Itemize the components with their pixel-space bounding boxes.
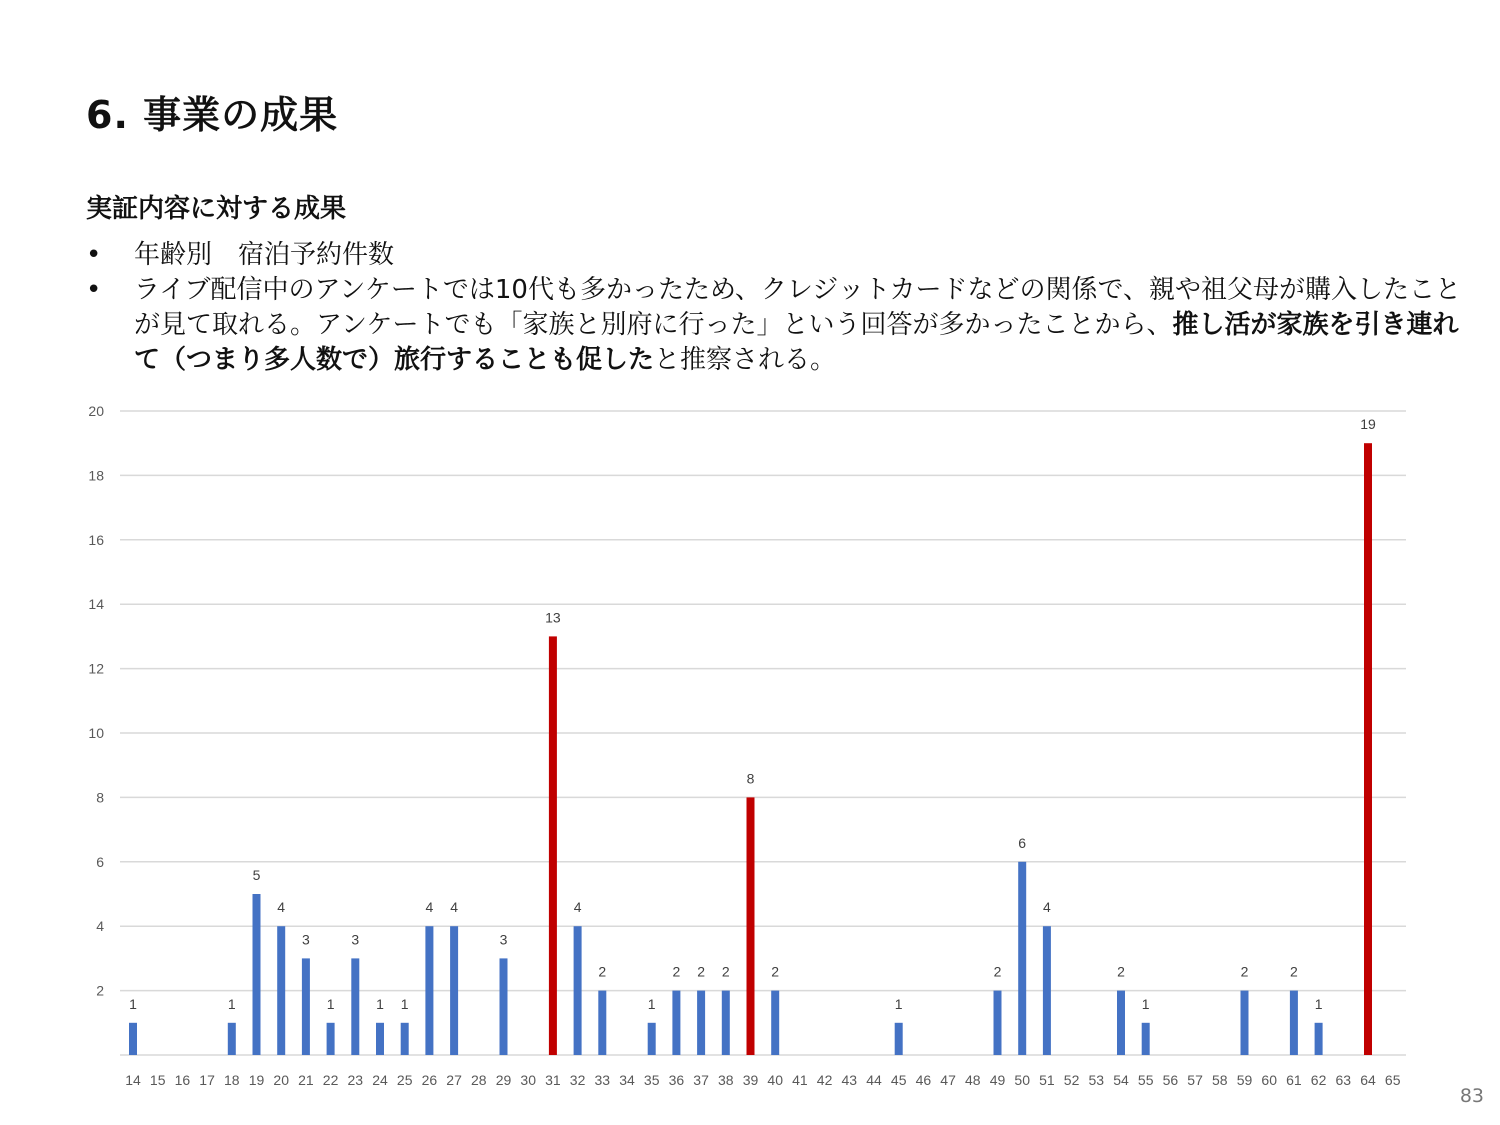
x-tick-label: 34: [619, 1072, 635, 1088]
data-label: 4: [1043, 899, 1051, 916]
data-label: 4: [450, 899, 458, 916]
y-tick-label: 8: [96, 789, 104, 806]
data-label: 2: [1117, 963, 1125, 980]
data-label: 3: [351, 931, 360, 948]
bar-age-51: [1043, 926, 1051, 1055]
bar-age-40: [771, 991, 779, 1055]
bar-age-54: [1117, 991, 1125, 1055]
bar-age-18: [228, 1023, 236, 1055]
x-tick-label: 50: [1014, 1072, 1030, 1088]
bar-age-35: [648, 1023, 656, 1055]
x-tick-label: 39: [742, 1072, 759, 1088]
data-label: 1: [1141, 995, 1150, 1012]
x-tick-label: 17: [199, 1072, 215, 1088]
bullet-dot: •: [86, 275, 102, 305]
y-tick-label: 4: [96, 918, 104, 935]
bar-age-39: [747, 797, 755, 1055]
data-label: 1: [647, 995, 656, 1012]
x-tick-label: 61: [1286, 1072, 1302, 1088]
x-tick-label: 23: [347, 1072, 364, 1088]
x-tick-label: 22: [322, 1072, 339, 1088]
data-label: 1: [326, 995, 335, 1012]
data-label: 19: [1360, 416, 1376, 433]
y-tick-label: 18: [88, 467, 104, 484]
bullet-item-age: [86, 238, 1466, 273]
data-label: 2: [1240, 963, 1249, 980]
bar-age-14: [129, 1023, 137, 1055]
y-tick-label: 12: [88, 660, 104, 677]
data-label: 2: [1290, 963, 1298, 980]
data-label: 1: [1314, 995, 1323, 1012]
bar-age-25: [401, 1023, 409, 1055]
x-tick-label: 15: [149, 1072, 166, 1088]
bar-age-59: [1241, 991, 1249, 1055]
data-label: 5: [252, 867, 261, 883]
bar-age-33: [598, 991, 606, 1055]
bullet-text-plain-end: と推察される。: [654, 345, 837, 375]
bar-age-62: [1315, 1023, 1323, 1055]
data-label: 6: [1018, 834, 1027, 851]
data-label: 2: [721, 963, 730, 980]
data-label: 1: [227, 995, 236, 1012]
x-tick-label: 49: [989, 1072, 1006, 1088]
x-tick-label: 59: [1236, 1072, 1253, 1088]
bar-age-45: [895, 1023, 903, 1055]
x-tick-label: 46: [915, 1072, 932, 1088]
x-tick-label: 56: [1162, 1072, 1179, 1088]
x-tick-label: 28: [471, 1072, 487, 1088]
x-tick-label: 19: [248, 1072, 265, 1088]
data-label: 4: [425, 899, 434, 916]
x-tick-label: 45: [890, 1072, 907, 1088]
bar-age-20: [277, 926, 285, 1055]
section-subtitle: 実証内容に対する成果: [86, 194, 347, 224]
x-tick-label: 24: [372, 1072, 388, 1088]
x-tick-label: 47: [940, 1072, 956, 1088]
bar-age-29: [500, 958, 508, 1055]
y-tick-label: 6: [96, 853, 104, 870]
x-tick-label: 18: [224, 1072, 240, 1088]
x-tick-label: 33: [594, 1072, 611, 1088]
x-tick-label: 30: [520, 1072, 536, 1088]
x-tick-label: 57: [1187, 1072, 1203, 1088]
x-tick-label: 58: [1212, 1072, 1228, 1088]
age-bar-chart: [0, 395, 1500, 1095]
data-label: 2: [598, 963, 607, 980]
bar-age-55: [1142, 1023, 1150, 1055]
bullet-item-analysis: [86, 273, 1466, 378]
x-tick-label: 26: [421, 1072, 438, 1088]
y-tick-label: 16: [88, 531, 104, 548]
data-label: 1: [400, 995, 409, 1012]
x-tick-label: 51: [1039, 1072, 1055, 1088]
x-tick-label: 40: [767, 1072, 783, 1088]
data-label: 1: [129, 995, 137, 1012]
bar-age-38: [722, 991, 730, 1055]
data-label: 2: [697, 963, 705, 980]
data-label: 1: [894, 995, 903, 1012]
x-tick-label: 20: [273, 1072, 289, 1088]
x-tick-label: 48: [965, 1072, 981, 1088]
x-tick-label: 44: [866, 1072, 882, 1088]
data-label: 4: [277, 899, 286, 916]
x-tick-label: 64: [1360, 1072, 1376, 1088]
bar-age-21: [302, 958, 310, 1055]
bar-age-26: [425, 926, 433, 1055]
bar-age-32: [574, 926, 582, 1055]
y-tick-label: 10: [88, 725, 104, 741]
bullet-dot: •: [86, 240, 102, 270]
page-number: 83: [1459, 1085, 1484, 1107]
bar-age-37: [697, 991, 705, 1055]
bar-age-27: [450, 926, 458, 1055]
bar-age-23: [351, 958, 359, 1055]
bullet-text: 年齢別 宿泊予約件数: [134, 240, 395, 270]
x-tick-label: 53: [1088, 1072, 1105, 1088]
data-label: 3: [499, 931, 508, 948]
x-tick-label: 38: [718, 1072, 734, 1088]
x-tick-label: 60: [1261, 1072, 1277, 1088]
x-tick-label: 36: [668, 1072, 685, 1088]
x-tick-label: 42: [816, 1072, 833, 1088]
x-tick-label: 25: [396, 1072, 413, 1088]
bar-age-64: [1364, 443, 1372, 1055]
x-tick-label: 52: [1063, 1072, 1080, 1088]
bar-age-31: [549, 636, 557, 1055]
data-label: 2: [771, 963, 780, 980]
bar-age-50: [1018, 862, 1026, 1055]
x-tick-label: 54: [1113, 1072, 1129, 1088]
bullet-text-bold: 推し活が家族を引き連れて（つまり多人数で）旅行することも促した: [134, 310, 1459, 375]
data-label: 8: [746, 770, 755, 787]
x-tick-label: 31: [545, 1072, 561, 1088]
bar-age-49: [994, 991, 1002, 1055]
data-label: 1: [376, 995, 384, 1012]
data-label: 2: [993, 963, 1002, 980]
bar-age-61: [1290, 991, 1298, 1055]
x-tick-label: 55: [1137, 1072, 1154, 1088]
bar-age-22: [327, 1023, 335, 1055]
bullet-text-plain: ライブ配信中のアンケートでは10代も多かったため、クレジットカードなどの関係で、親や祖父母が購入したことが見て取れる。アンケートでも「家族と別府に行った」という回答が多かったことから、: [134, 275, 1461, 340]
x-tick-label: 37: [693, 1072, 709, 1088]
bar-age-19: [253, 894, 261, 1055]
x-tick-label: 62: [1310, 1072, 1327, 1088]
slide-title: 6. 事業の成果: [86, 93, 339, 137]
y-tick-label: 14: [88, 596, 104, 613]
x-tick-label: 27: [446, 1072, 462, 1088]
y-tick-label: 20: [88, 403, 104, 419]
x-tick-label: 35: [643, 1072, 660, 1088]
x-tick-label: 29: [495, 1072, 512, 1088]
x-tick-label: 21: [298, 1072, 314, 1088]
x-tick-label: 63: [1335, 1072, 1352, 1088]
data-label: 2: [672, 963, 681, 980]
data-label: 4: [573, 899, 582, 916]
bar-age-24: [376, 1023, 384, 1055]
x-tick-label: 41: [792, 1072, 808, 1088]
y-tick-label: 2: [96, 982, 104, 999]
x-tick-label: 43: [841, 1072, 858, 1088]
bullet-list: [86, 238, 1466, 378]
x-tick-label: 65: [1384, 1072, 1401, 1088]
bar-age-36: [672, 991, 680, 1055]
x-tick-label: 16: [174, 1072, 191, 1088]
data-label: 13: [545, 609, 561, 626]
x-tick-label: 32: [569, 1072, 586, 1088]
x-tick-label: 14: [125, 1072, 141, 1088]
data-label: 3: [302, 931, 310, 948]
